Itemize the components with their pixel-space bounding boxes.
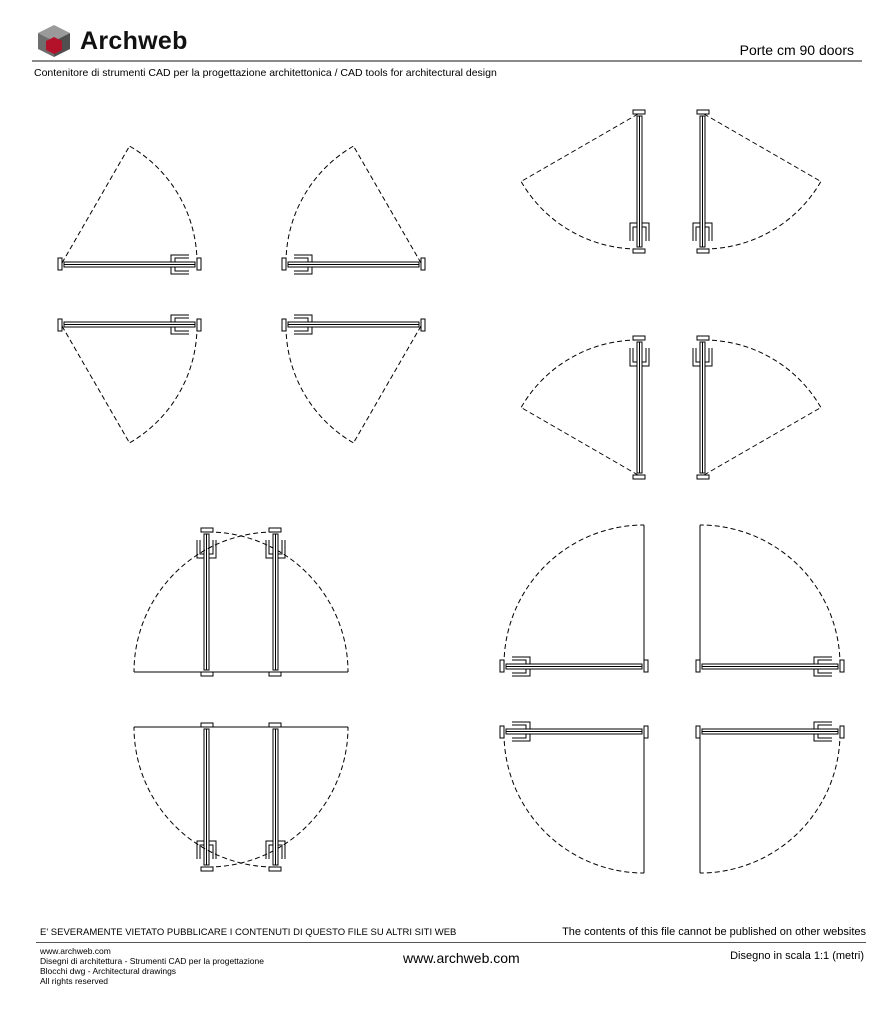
footer-info-line: Disegni di architettura - Strumenti CAD per la progettazione	[40, 956, 264, 966]
footer-site[interactable]: www.archweb.com	[403, 950, 520, 966]
door-symbol	[58, 315, 201, 443]
open-leaf-line	[704, 114, 821, 182]
door-symbol	[693, 110, 821, 253]
door-symbol	[521, 336, 649, 479]
swing-arc	[521, 182, 638, 250]
jamb	[696, 726, 700, 738]
open-leaf-line	[354, 146, 422, 263]
door-symbol	[696, 722, 844, 873]
open-leaf-line	[62, 326, 130, 443]
handle	[642, 348, 646, 362]
door-symbol	[282, 146, 425, 274]
open-leaf-line	[354, 326, 422, 443]
jamb	[421, 319, 425, 331]
jamb	[633, 110, 645, 114]
footer-info-line: Blocchi dwg - Architectural drawings	[40, 966, 177, 976]
jamb	[697, 110, 709, 114]
jamb	[644, 660, 648, 672]
open-leaf-line	[704, 408, 821, 476]
handle	[512, 660, 526, 664]
jamb	[633, 249, 645, 253]
jamb	[201, 723, 213, 727]
handle	[696, 348, 700, 362]
jamb	[269, 723, 281, 727]
jamb	[633, 475, 645, 479]
swing-arc	[504, 525, 644, 665]
jamb	[500, 660, 504, 672]
jamb	[500, 726, 504, 738]
footer-rule	[36, 942, 866, 943]
footer-info	[40, 946, 264, 986]
jamb	[201, 672, 213, 676]
open-leaf-line	[521, 408, 638, 476]
jamb	[644, 726, 648, 738]
jamb	[282, 319, 286, 331]
jamb	[269, 528, 281, 532]
swing-arc	[130, 146, 198, 263]
jamb	[282, 258, 286, 270]
handle	[818, 725, 832, 729]
footer-scale: Disegno in scala 1:1 (metri)	[730, 950, 864, 962]
jamb	[421, 258, 425, 270]
door-symbol	[693, 336, 821, 479]
jamb	[197, 319, 201, 331]
swing-arc	[704, 340, 821, 408]
jamb	[697, 475, 709, 479]
jamb	[269, 672, 281, 676]
page-title: Porte cm 90 doors	[739, 42, 854, 58]
handle	[175, 258, 189, 262]
jamb	[840, 660, 844, 672]
open-leaf-line	[62, 146, 130, 263]
jamb	[197, 258, 201, 270]
jamb	[696, 660, 700, 672]
jamb	[201, 528, 213, 532]
handle	[512, 669, 526, 673]
handle	[294, 327, 308, 331]
handle	[818, 734, 832, 738]
door-symbol	[58, 146, 201, 274]
swing-arc	[700, 733, 840, 873]
handle	[705, 348, 709, 362]
handle	[294, 258, 308, 262]
footer-info-line: www.archweb.com	[40, 946, 111, 956]
swing-arc	[704, 182, 821, 250]
handle	[175, 267, 189, 271]
subtitle: Contenitore di strumenti CAD per la progettazione architettonica / CAD tools for architectural design	[34, 67, 497, 79]
door-symbol	[282, 315, 425, 443]
brand-name: Archweb	[80, 26, 188, 55]
handle	[633, 227, 637, 241]
handle	[696, 227, 700, 241]
handle	[294, 267, 308, 271]
jamb	[633, 336, 645, 340]
handle	[512, 734, 526, 738]
handle	[175, 327, 189, 331]
handle	[633, 348, 637, 362]
jamb	[840, 726, 844, 738]
swing-arc	[286, 326, 354, 443]
door-symbol	[500, 525, 648, 676]
footer-warning-en: The contents of this file cannot be published on other websites	[562, 926, 866, 938]
handle	[818, 669, 832, 673]
door-symbol	[696, 525, 844, 676]
handle	[175, 318, 189, 322]
jamb	[201, 867, 213, 871]
handle	[705, 227, 709, 241]
swing-arc	[130, 326, 198, 443]
swing-arc	[504, 733, 644, 873]
jamb	[269, 867, 281, 871]
handle	[294, 318, 308, 322]
jamb	[58, 258, 62, 270]
jamb	[697, 336, 709, 340]
jamb	[58, 319, 62, 331]
handle	[818, 660, 832, 664]
jamb	[697, 249, 709, 253]
swing-arc	[700, 525, 840, 665]
handle	[512, 725, 526, 729]
footer-warning-it: E' SEVERAMENTE VIETATO PUBBLICARE I CONTENUTI DI QUESTO FILE SU ALTRI SITI WEB	[40, 927, 457, 938]
footer-info-line: All rights reserved	[40, 976, 109, 986]
door-symbol	[521, 110, 649, 253]
swing-arc	[521, 340, 638, 408]
handle	[642, 227, 646, 241]
swing-arc	[286, 146, 354, 263]
door-symbol	[500, 722, 648, 873]
open-leaf-line	[521, 114, 638, 182]
